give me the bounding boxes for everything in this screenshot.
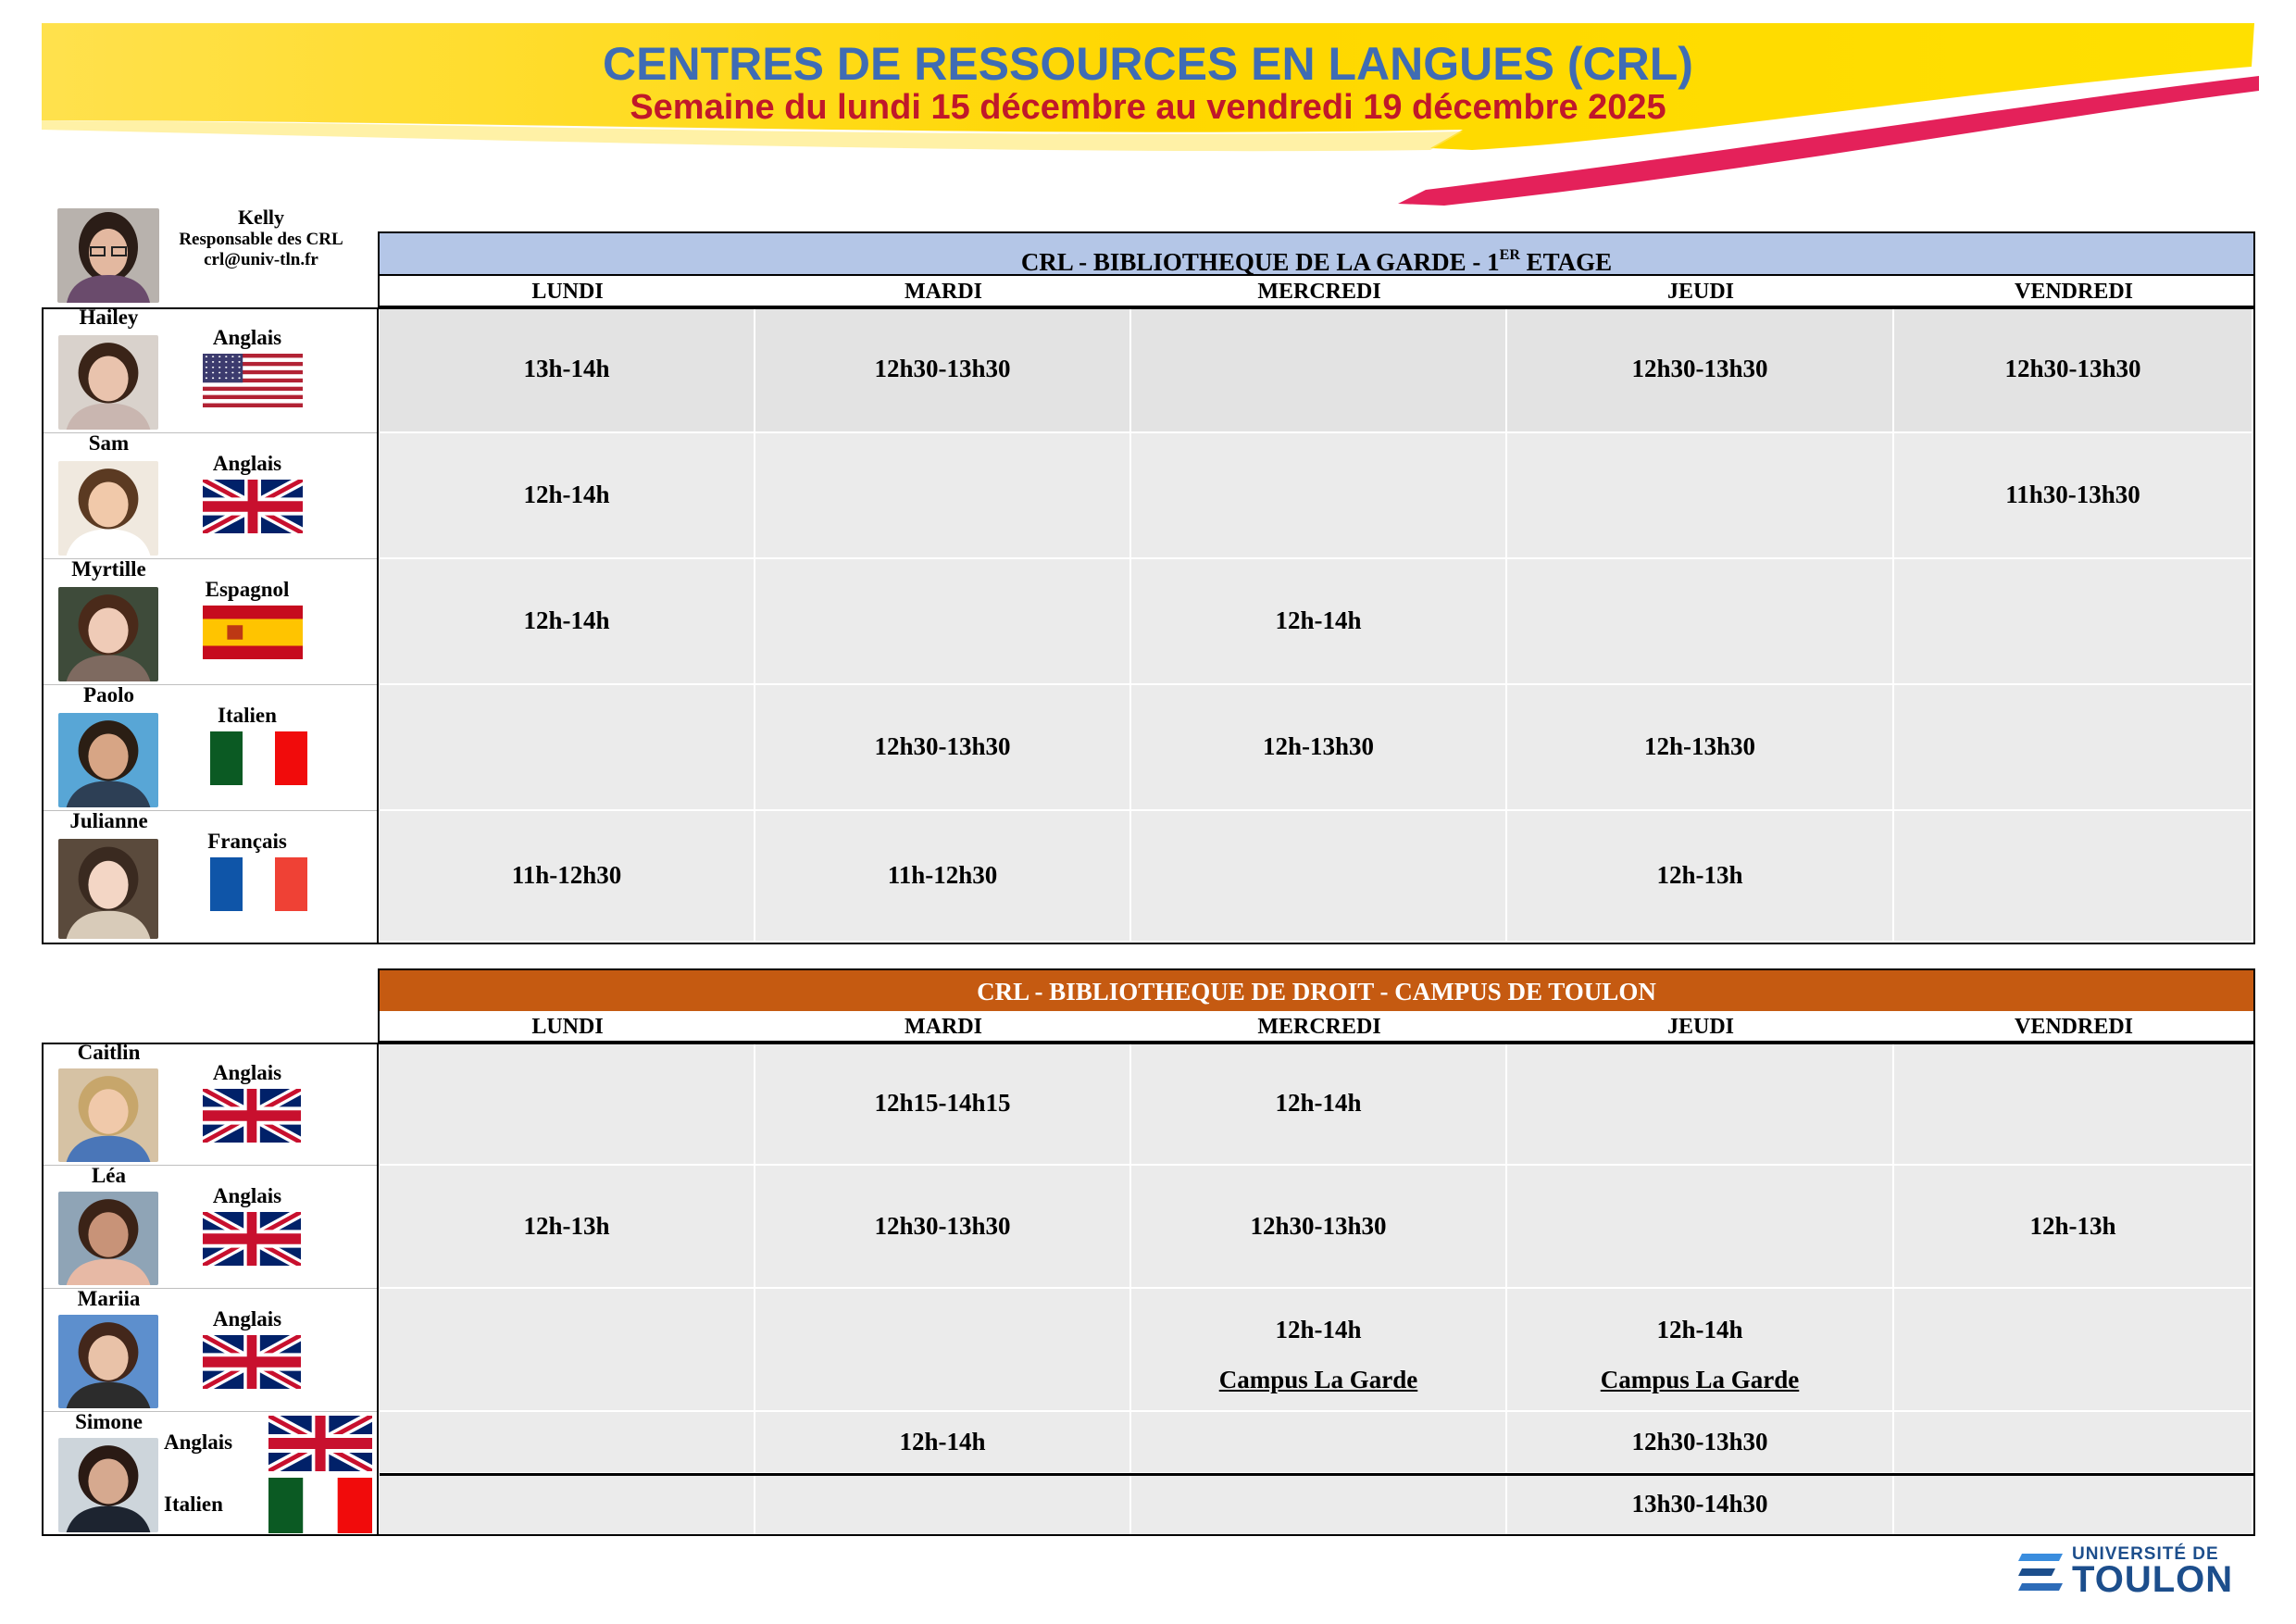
slot-time: 12h30-13h30	[1631, 1427, 1768, 1455]
slot-time: 12h30-13h30	[2004, 355, 2141, 382]
tutor-avatar	[58, 335, 158, 430]
uk-flag	[203, 1212, 301, 1270]
slot-time: 12h-13h	[2029, 1211, 2116, 1240]
slot-jeudi	[1507, 685, 1894, 811]
slot-lundi	[380, 811, 755, 943]
slot-lundi	[380, 1043, 755, 1166]
tutor-name: Myrtille	[71, 557, 146, 581]
slot-jeudi	[1507, 433, 1894, 559]
tutor-language: Anglais	[212, 326, 282, 349]
slot-mardi	[755, 1289, 1131, 1412]
slot-vendredi	[1894, 1412, 2253, 1474]
tutor-name: Caitlin	[77, 1041, 141, 1064]
slot-lundi	[380, 685, 755, 811]
fr-flag	[210, 857, 307, 916]
slot-mardi	[755, 1043, 1131, 1166]
tutor-language: Anglais	[212, 1061, 282, 1084]
slot-jeudi	[1507, 1412, 1894, 1474]
slot-mercredi	[1131, 559, 1507, 685]
day-header-lundi: LUNDI	[531, 280, 604, 304]
tutor-name: Sam	[88, 431, 130, 455]
slot-time: 11h-12h30	[511, 861, 622, 889]
slot-time: 12h-13h30	[1262, 732, 1375, 760]
slot-time: 12h30-13h30	[874, 1211, 1011, 1240]
slot-time: 12h-14h	[1656, 1315, 1743, 1343]
slot-mardi	[755, 1412, 1131, 1474]
day-header-mardi: MARDI	[905, 280, 982, 304]
page-title: CENTRES DE RESSOURCES EN LANGUES (CRL)	[603, 38, 1693, 90]
tutor-avatar	[58, 587, 158, 681]
slot-time: 12h30-13h30	[1250, 1211, 1387, 1240]
slot-time: 12h-13h30	[1643, 732, 1756, 760]
tutor-language: Italien	[218, 704, 277, 727]
tutor-caitlin	[42, 1043, 379, 1166]
day-header-vendredi: VENDREDI	[2014, 280, 2133, 304]
slot-vendredi	[1894, 1043, 2253, 1166]
slot-mardi	[755, 811, 1131, 943]
it-flag	[268, 1478, 372, 1538]
manager-avatar	[57, 208, 159, 303]
tutor-sam	[42, 433, 379, 559]
tutor-avatar	[58, 1315, 158, 1408]
day-header-mercredi: MERCREDI	[1257, 280, 1381, 304]
slot-mercredi	[1131, 811, 1507, 943]
slot-time: 11h-12h30	[887, 861, 998, 889]
section2-day-header	[378, 1011, 2255, 1043]
slot-lundi	[380, 559, 755, 685]
uk-flag	[203, 480, 303, 538]
slot-mercredi	[1131, 1412, 1507, 1474]
slot-time: 12h-14h	[1275, 606, 1362, 634]
slot-mercredi	[1131, 1043, 1507, 1166]
tutor-language: Anglais	[212, 1307, 282, 1330]
slot-mardi	[755, 1474, 1131, 1536]
section1-header	[378, 231, 2255, 276]
slot-mercredi	[1131, 685, 1507, 811]
slot-time: 12h30-13h30	[874, 355, 1011, 382]
slot-vendredi	[1894, 1289, 2253, 1412]
page-subtitle: Semaine du lundi 15 décembre au vendredi 19 décembre 2025	[630, 88, 1666, 127]
day-header-vendredi: VENDREDI	[2014, 1015, 2133, 1039]
tutor-myrtille	[42, 559, 379, 685]
it-flag	[210, 731, 307, 790]
uk-flag	[203, 1089, 301, 1147]
slot-jeudi	[1507, 1474, 1894, 1536]
slot-lundi	[380, 1166, 755, 1289]
slot-lundi	[380, 433, 755, 559]
section1-day-header	[378, 276, 2255, 307]
slot-vendredi	[1894, 433, 2253, 559]
slot-vendredi	[1894, 811, 2253, 943]
universite-toulon-logo	[2016, 1544, 2248, 1602]
sub-row-divider	[380, 1473, 2253, 1476]
tutor-avatar	[58, 461, 158, 556]
slot-vendredi	[1894, 1166, 2253, 1289]
slot-time: 12h-13h	[523, 1211, 610, 1240]
slot-jeudi	[1507, 1289, 1894, 1412]
slot-mardi	[755, 559, 1131, 685]
slot-mardi	[755, 433, 1131, 559]
tutor-language: Anglais	[212, 452, 282, 475]
us-flag	[203, 354, 303, 412]
slot-mercredi	[1131, 1474, 1507, 1536]
slot-mercredi	[1131, 307, 1507, 433]
slot-time: 13h-14h	[523, 355, 610, 382]
slot-vendredi	[1894, 685, 2253, 811]
tutor-avatar	[58, 1192, 158, 1285]
logo-line1: UNIVERSITÉ DE	[2072, 1544, 2219, 1564]
tutor-name: Hailey	[79, 306, 139, 329]
slot-jeudi	[1507, 559, 1894, 685]
slot-lundi	[380, 1412, 755, 1474]
slot-vendredi	[1894, 307, 2253, 433]
section2-title: CRL - BIBLIOTHEQUE DE DROIT - CAMPUS DE TOULON	[977, 978, 1656, 1006]
slot-lundi	[380, 307, 755, 433]
slot-lundi	[380, 1289, 755, 1412]
manager-email[interactable]: crl@univ-tln.fr	[204, 250, 318, 269]
tutor-name: Mariia	[77, 1287, 141, 1310]
uk-flag	[268, 1416, 372, 1476]
tutor-avatar	[58, 1068, 158, 1162]
slot-jeudi	[1507, 1166, 1894, 1289]
day-header-lundi: LUNDI	[531, 1015, 604, 1039]
slot-time: 12h30-13h30	[874, 732, 1011, 760]
tutor-mariia	[42, 1289, 379, 1412]
slot-mercredi	[1131, 433, 1507, 559]
manager-name: Kelly	[237, 206, 285, 229]
tutor-name: Julianne	[69, 809, 148, 832]
slot-time: 12h-14h	[523, 606, 610, 634]
tutor-léa	[42, 1166, 379, 1289]
uk-flag	[203, 1335, 301, 1393]
slot-time: 12h-14h	[1275, 1088, 1362, 1117]
slot-jeudi	[1507, 1043, 1894, 1166]
day-header-jeudi: JEUDI	[1666, 280, 1734, 304]
slot-mardi	[755, 1166, 1131, 1289]
day-header-jeudi: JEUDI	[1666, 1015, 1734, 1039]
slot-location: Campus La Garde	[1600, 1365, 1800, 1393]
section2-divider	[377, 1043, 379, 1534]
slot-jeudi	[1507, 307, 1894, 433]
tutor-name: Léa	[91, 1164, 127, 1187]
manager-role: Responsable des CRL	[179, 230, 343, 249]
slot-time: 12h15-14h15	[874, 1088, 1011, 1117]
tutor-name: Paolo	[83, 683, 134, 706]
tutor-language: Français	[207, 830, 287, 853]
manager-info	[159, 206, 363, 269]
tutor-avatar	[58, 1438, 158, 1532]
section1-title: CRL - BIBLIOTHEQUE DE LA GARDE - 1	[1020, 248, 1500, 276]
slot-time: 12h-14h	[1275, 1315, 1362, 1343]
tutor-avatar	[58, 839, 158, 939]
slot-vendredi	[1894, 559, 2253, 685]
slot-time: 11h30-13h30	[2005, 481, 2140, 508]
slot-time: 12h-13h	[1656, 861, 1743, 889]
tutor-language: Anglais	[212, 1184, 282, 1207]
tutor-language: Italien	[164, 1493, 223, 1516]
slot-jeudi	[1507, 811, 1894, 943]
section1-divider	[377, 307, 379, 943]
slot-mardi	[755, 685, 1131, 811]
tutor-julianne	[42, 811, 379, 943]
slot-mercredi	[1131, 1289, 1507, 1412]
slot-location: Campus La Garde	[1218, 1365, 1418, 1393]
slot-mercredi	[1131, 1166, 1507, 1289]
tutor-avatar	[58, 713, 158, 807]
slot-mardi	[755, 307, 1131, 433]
tutor-hailey	[42, 307, 379, 433]
day-header-mercredi: MERCREDI	[1257, 1015, 1381, 1039]
tutor-language: Anglais	[164, 1430, 233, 1454]
tutor-language: Espagnol	[205, 578, 290, 601]
section1-title-sup: ER	[1499, 247, 1520, 263]
slot-time: 12h-14h	[523, 481, 610, 508]
section1-title-end: ETAGE	[1519, 248, 1613, 276]
slot-time: 12h30-13h30	[1631, 355, 1768, 382]
logo-mark-icon	[2016, 1550, 2066, 1598]
section2-header	[378, 968, 2255, 1013]
es-flag	[203, 606, 303, 664]
tutor-paolo	[42, 685, 379, 811]
tutor-name: Simone	[75, 1410, 143, 1433]
logo-line2: TOULON	[2072, 1559, 2234, 1600]
day-header-mardi: MARDI	[905, 1015, 982, 1039]
slot-lundi	[380, 1474, 755, 1536]
slot-vendredi	[1894, 1474, 2253, 1536]
slot-time: 13h30-14h30	[1631, 1489, 1768, 1518]
slot-time: 12h-14h	[899, 1427, 986, 1455]
